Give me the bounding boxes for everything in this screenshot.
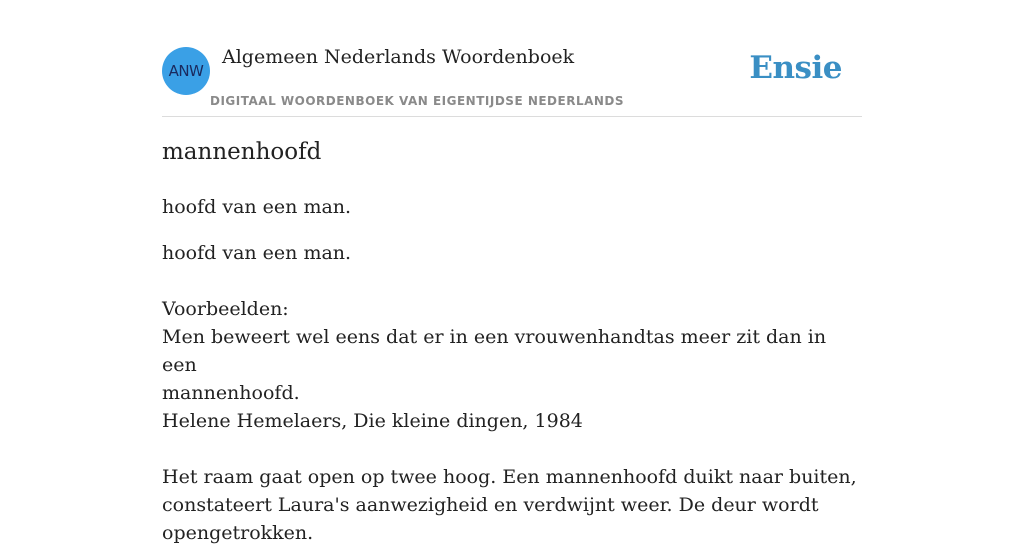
example-1-source: Helene Hemelaers, Die kleine dingen, 1984 [162,410,583,432]
examples-label: Voorbeelden: [162,298,289,320]
site-title[interactable]: Algemeen Nederlands Woordenboek [222,46,575,68]
site-subtitle: DIGITAAL WOORDENBOEK VAN EIGENTIJDSE NEDERLANDS [210,94,625,108]
definition-text: hoofd van een man. [162,242,352,264]
example-2-line-3: opengetrokken. [162,522,314,544]
definition-body [162,239,862,547]
example-2-line-2: constateert Laura's aanwezigheid en verdwijnt weer. De deur wordt [162,494,819,516]
entry-title: mannenhoofd [162,139,322,165]
example-1-line-2: mannenhoofd. [162,382,300,404]
ensie-brand-logo[interactable]: Ensie [749,50,842,86]
definition-summary: hoofd van een man. [162,196,352,218]
page [162,0,862,544]
example-2-line-1: Het raam gaat open op twee hoog. Een mannenhoofd duikt naar buiten, [162,466,857,488]
site-header [162,0,862,117]
example-1-line-1: Men beweert wel eens dat er in een vrouwenhandtas meer zit dan in een [162,326,827,376]
anw-logo[interactable]: ANW [162,47,210,95]
